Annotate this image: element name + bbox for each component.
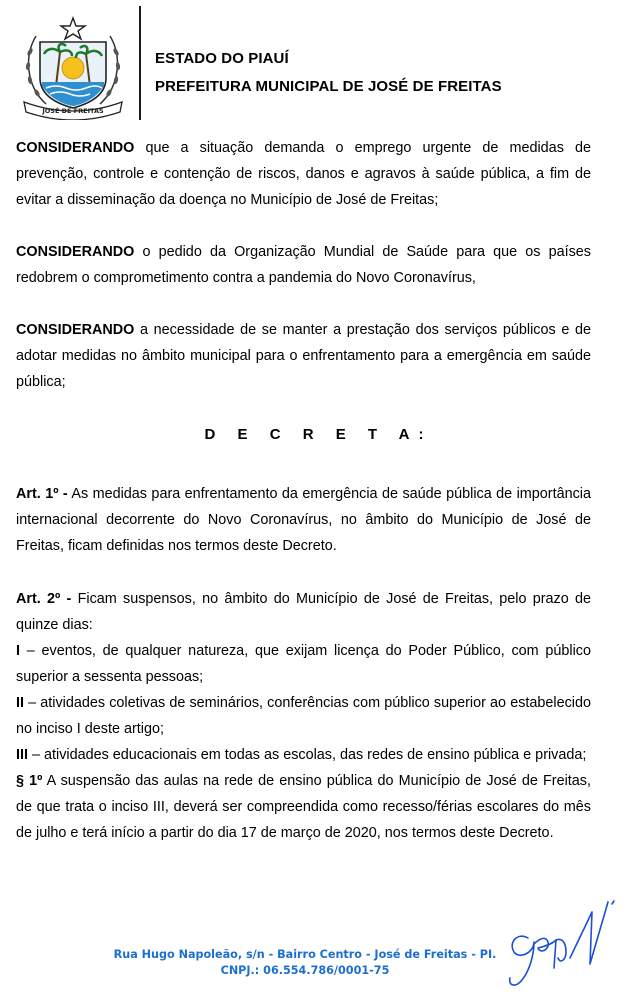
inciso-text: – atividades coletivas de seminários, conferências com público superior ao estabelecido no inciso I deste artigo; [16, 695, 591, 737]
inciso-label: II [16, 695, 24, 711]
paragraph-1 [16, 768, 591, 846]
header-city-hall: PREFEITURA MUNICIPAL DE JOSÉ DE FREITAS [155, 78, 502, 95]
inciso-iii [16, 742, 591, 768]
considerando-3 [16, 317, 591, 395]
article-text: As medidas para enfrentamento da emergência de saúde pública de importância internacional decorrente do Novo Coronavírus, no âmbito do Município de José de Freitas, ficam definidas nos termos deste Decreto. [16, 486, 591, 554]
footer [60, 947, 550, 979]
header-divider [139, 6, 141, 120]
considerando-text: que a situação demanda o emprego urgente de medidas de prevenção, controle e contenção de riscos, danos e agravos à saúde pública, a fim de evitar a disseminação da doença no Município de José de Freitas; [16, 140, 591, 208]
article-2 [16, 586, 591, 846]
header-state: ESTADO DO PIAUÍ [155, 50, 289, 67]
inciso-text: – atividades educacionais em todas as escolas, das redes de ensino pública e privada; [28, 747, 587, 763]
inciso-i [16, 638, 591, 690]
considerando-text: o pedido da Organização Mundial de Saúde para que os países redobrem o comprometimento contra a pandemia do Novo Coronavírus, [16, 244, 591, 286]
considerando-keyword: CONSIDERANDO [16, 322, 135, 338]
paragraph-text: A suspensão das aulas na rede de ensino pública do Município de José de Freitas, de que trata o inciso III, deverá ser compreendida como recesso/férias escolares do mês de julho e terá início a partir do dia 17 de março de 2020, nos termos deste Decreto. [16, 773, 591, 841]
municipal-crest-icon [16, 16, 130, 120]
considerando-keyword: CONSIDERANDO [16, 140, 135, 156]
inciso-label: III [16, 747, 28, 763]
footer-address: Rua Hugo Napoleão, s/n - Bairro Centro - José de Freitas - PI. [113, 948, 497, 961]
considerando-text: a necessidade de se manter a prestação dos serviços públicos e de adotar medidas no âmbito municipal para o enfrentamento para a emergência em saúde pública; [16, 322, 591, 390]
considerando-keyword: CONSIDERANDO [16, 244, 135, 260]
footer-cnpj: CNPJ.: 06.554.786/0001-75 [220, 964, 390, 977]
considerando-1 [16, 135, 591, 213]
inciso-ii [16, 690, 591, 742]
article-1 [16, 481, 591, 559]
article-text: Ficam suspensos, no âmbito do Município de José de Freitas, pelo prazo de quinze dias: [16, 591, 591, 633]
paragraph-label: § 1º [16, 773, 43, 789]
crest-ribbon-text: JOSÉ DE FREITAS [42, 107, 104, 115]
article-label: Art. 2º - [16, 591, 72, 607]
letterhead [0, 0, 637, 122]
article-label: Art. 1º - [16, 486, 68, 502]
inciso-text: – eventos, de qualquer natureza, que exijam licença do Poder Público, com público superior a sessenta pessoas; [16, 643, 591, 685]
considerando-2 [16, 239, 591, 291]
inciso-label: I [16, 643, 20, 659]
decreta-heading: D E C R E T A: [204, 426, 433, 443]
signature-icon [500, 898, 625, 998]
